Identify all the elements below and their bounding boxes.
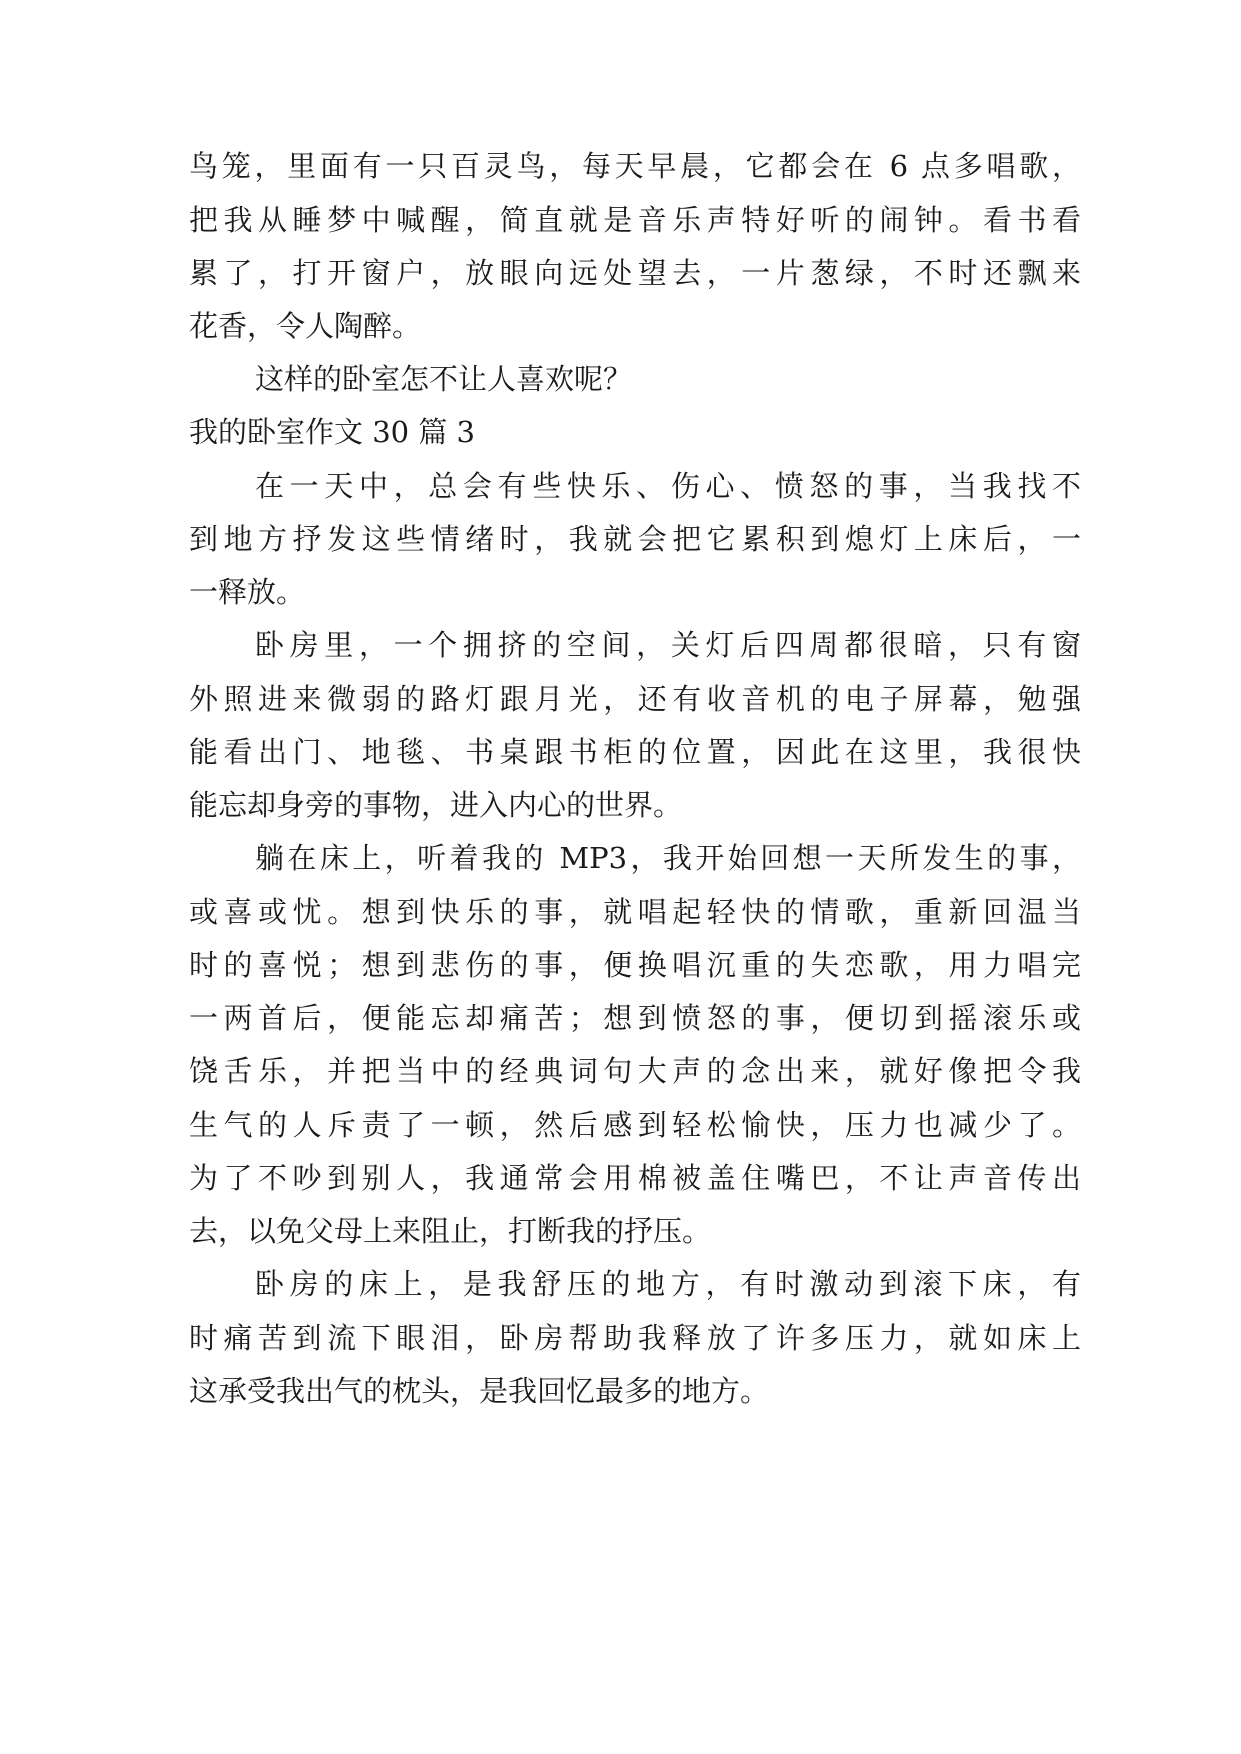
text-line: 这承受我出气的枕头，是我回忆最多的地方。: [189, 1374, 770, 1408]
text-line: 一两首后，便能忘却痛苦；想到愤怒的事，便切到摇滚乐或: [189, 1001, 1081, 1035]
text-line: 在一天中，总会有些快乐、伤心、愤怒的事，当我找不: [255, 469, 1081, 503]
text-line: 花香，令人陶醉。: [189, 309, 422, 343]
text-line: 鸟笼，里面有一只百灵鸟，每天早晨，它都会在 6 点多唱歌，: [189, 149, 1081, 183]
text-line: 为了不吵到别人，我通常会用棉被盖住嘴巴，不让声音传出: [189, 1161, 1081, 1195]
text-line: 外照进来微弱的路灯跟月光，还有收音机的电子屏幕，勉强: [189, 682, 1081, 716]
text-line: 能看出门、地毯、书桌跟书柜的位置，因此在这里，我很快: [189, 735, 1081, 769]
text-line: 一释放。: [189, 575, 306, 609]
text-line: 躺在床上，听着我的 MP3，我开始回想一天所发生的事，: [255, 841, 1081, 875]
text-line: 时的喜悦；想到悲伤的事，便换唱沉重的失恋歌，用力唱完: [189, 948, 1081, 982]
text-line: 把我从睡梦中喊醒，简直就是音乐声特好听的闹钟。看书看: [189, 203, 1081, 237]
text-line: 到地方抒发这些情绪时，我就会把它累积到熄灯上床后，一: [189, 522, 1081, 556]
text-line: 去，以免父母上来阻止，打断我的抒压。: [189, 1214, 712, 1248]
text-line: 饶舌乐，并把当中的经典词句大声的念出来，就好像把令我: [189, 1054, 1081, 1088]
text-line: 时痛苦到流下眼泪，卧房帮助我释放了许多压力，就如床上: [189, 1321, 1081, 1355]
text-line: 或喜或忧。想到快乐的事，就唱起轻快的情歌，重新回温当: [189, 895, 1081, 929]
text-line: 这样的卧室怎不让人喜欢呢？: [255, 362, 633, 396]
section-heading: 我的卧室作文 30 篇 3: [189, 415, 476, 449]
text-line: 能忘却身旁的事物，进入内心的世界。: [189, 788, 683, 822]
text-line: 卧房的床上，是我舒压的地方，有时激动到滚下床，有: [255, 1267, 1081, 1301]
text-line: 生气的人斥责了一顿，然后感到轻松愉快，压力也减少了。: [189, 1108, 1081, 1142]
text-line: 卧房里，一个拥挤的空间，关灯后四周都很暗，只有窗: [255, 628, 1081, 662]
text-line: 累了，打开窗户，放眼向远处望去，一片葱绿，不时还飘来: [189, 256, 1081, 290]
